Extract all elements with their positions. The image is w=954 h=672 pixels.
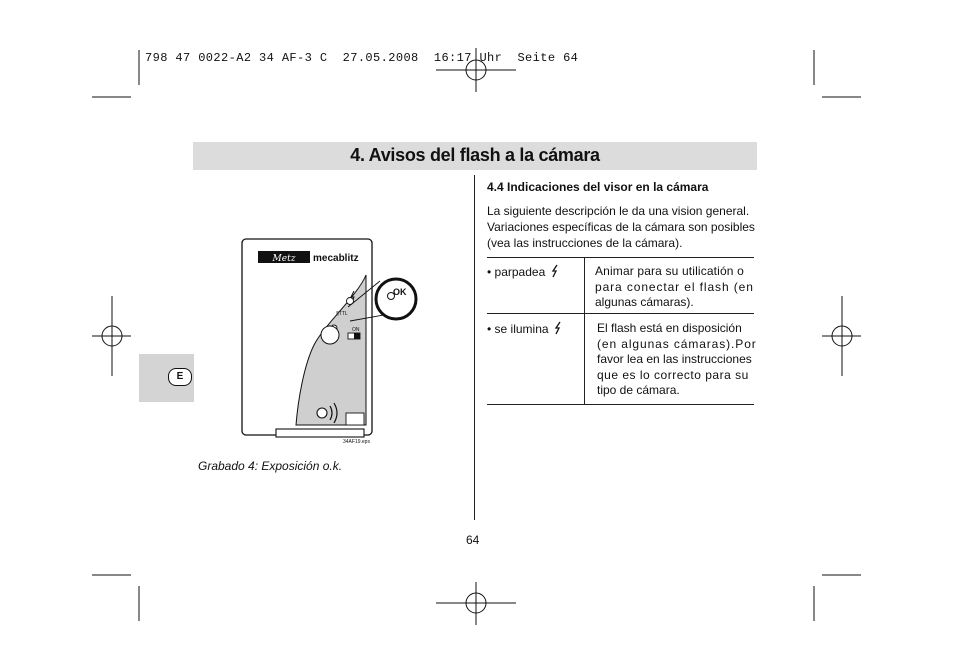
connector-socket [346,413,364,425]
flash-bolt-icon [551,264,559,278]
on-label: ON [352,327,360,333]
table-mid-rule [487,313,754,314]
table-bottom-rule [487,404,754,405]
table-row-description [595,264,755,311]
logo-text: Metz [272,254,296,264]
table-row-label [487,321,562,336]
ttl-label: §TTL [336,311,348,317]
intro-line: (vea las instrucciones de la cámara). [487,236,683,250]
intro-line: Variaciones específicas de la cámara son posibles [487,220,755,234]
flash-bolt-icon [554,321,562,335]
flash-foot [276,429,364,437]
row-desc-line: El flash está en disposición [597,321,742,335]
table-column-line [584,257,585,405]
section-title: 4.4 Indicaciones del visor en la cámara [487,180,709,194]
zoom-callout [376,279,416,319]
sensor-icon [317,408,327,418]
print-header: 798 47 0022-A2 34 AF-3 C 27.05.2008 16:17 Uhr Seite 64 [145,51,579,65]
registration-target-left [92,296,131,376]
table-top-rule [487,257,754,258]
registration-target-right [822,296,861,376]
page-number: 64 [466,533,480,547]
intro-paragraph [487,203,757,251]
mode-button [321,326,339,344]
row-desc-line: algunas cámaras). [595,295,694,309]
row-desc-line: favor lea en las instrucciones [597,352,752,366]
registration-target-bottom [436,582,516,625]
figure-code: 34AF19.eps [343,439,370,445]
intro-line: La siguiente descripción le da una vision general. [487,204,750,218]
brand-label: mecablitz [313,253,359,264]
row-desc-line: (en algunas cámaras).Por [597,336,757,351]
row-desc-line: tipo de cámara. [597,383,680,397]
flash-illustration [238,235,428,445]
table-row-description [597,321,755,399]
figure-caption: Grabado 4: Exposición o.k. [198,459,343,473]
language-badge: E [168,368,192,386]
title-bar [193,142,757,170]
column-divider [474,175,475,520]
page-title: 4. Avisos del flash a la cámara [350,145,600,165]
row-label-text: • se ilumina [487,322,549,336]
row-label-text: • parpadea [487,265,546,279]
zoom-ok-label: OK [393,287,407,297]
row-desc-line: Animar para su utilicatión o [595,264,744,278]
row-desc-line: que es lo correcto para su [597,367,749,382]
row-desc-line: para conectar el flash (en [595,279,754,294]
table-row-label [487,264,559,279]
